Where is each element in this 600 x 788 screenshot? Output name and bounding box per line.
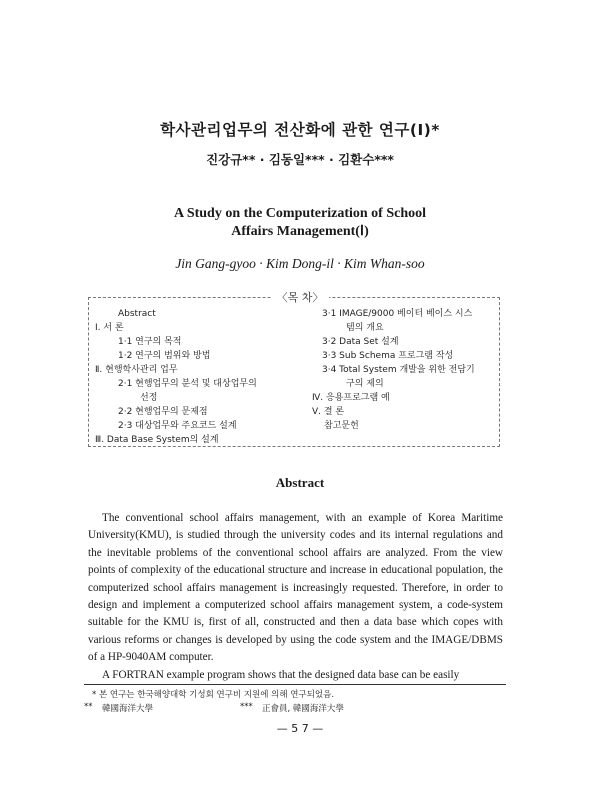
title-korean: 학사관리업무의 전산화에 관한 연구(Ⅰ)* <box>160 121 440 139</box>
toc-left-item: Abstract <box>118 309 156 319</box>
toc-right-item: 템의 개요 <box>346 323 384 333</box>
authors-english: Jin Gang-gyoo · Kim Dong-il · Kim Whan-soo <box>175 256 425 271</box>
toc-right-item: 3·4 Total System 개발을 위한 전담기 <box>322 365 475 375</box>
toc-left-item: 2·2 현행업무의 문제점 <box>118 407 208 417</box>
toc-left-item: Ⅱ. 현행학사관리 업무 <box>95 365 178 375</box>
authors-korean: 진강규** · 김동일*** · 김환수*** <box>206 152 394 167</box>
footnote-1: * 본 연구는 한국해양대학 기성회 연구비 지원에 의해 연구되었음. <box>92 690 335 700</box>
toc-left-item: 선정 <box>140 393 158 403</box>
abstract-heading: Abstract <box>275 475 325 490</box>
abstract-body <box>88 510 503 684</box>
footnote-rule <box>84 684 506 685</box>
toc-left-item: Ⅰ. 서 론 <box>95 323 124 333</box>
toc-left-item: Ⅲ. Data Base System의 설계 <box>95 435 219 445</box>
toc-left-item: 2·3 대상업무와 주요코드 설계 <box>118 421 237 431</box>
toc-left-item: 2·1 현행업무의 분석 및 대상업무의 <box>118 379 257 389</box>
toc-right-item: 3·2 Data Set 설계 <box>322 337 399 347</box>
toc-right-item: Ⅳ. 응용프로그램 예 <box>312 393 390 403</box>
footnote-2-mark: ** <box>84 702 93 712</box>
title-english <box>0 205 600 241</box>
footnote-3-mark: *** <box>240 702 253 712</box>
toc-left-item: 1·2 연구의 범위와 방법 <box>118 351 211 361</box>
toc-right-item: 3·1 IMAGE/9000 베이터 베이스 시스 <box>322 309 473 319</box>
toc-right-item: Ⅴ. 결 론 <box>312 407 345 417</box>
toc-right-item: 구의 제의 <box>346 379 384 389</box>
toc-right-item: 참고문헌 <box>324 421 359 431</box>
abstract-paragraph-1: The conventional school affairs management, with an example of Korea Maritime University(KMU), is studied through the university codes and its internal regulations and the inevitable problems of the conventional school affairs are analyzed. From the view points of complexity of the educational structure and increase in educational population, the computerized school affairs management is increasingly requested. Therefore, in order to design and implement a computerized school affairs management system, a code-system suitable for the KMU is, first of all, constructed and then a data base which copes with various reforms or changes is developed by using the code system and the IMAGE/DBMS of a HP-9040AM computer. <box>88 512 503 664</box>
abstract-paragraph-2: A FORTRAN example program shows that the designed data base can be easily <box>102 668 460 681</box>
title-english-line2: Affairs Management(Ⅰ) <box>231 224 369 239</box>
footnote-3-text: 正會員, 韓國海洋大學 <box>262 704 344 714</box>
toc-left-item: 1·1 연구의 목적 <box>118 337 182 347</box>
toc-right-item: 3·3 Sub Schema 프로그램 작성 <box>322 351 454 361</box>
footnote-2-text: 韓國海洋大學 <box>102 704 154 714</box>
page-number: — 5 7 — <box>276 722 324 735</box>
toc-heading: 〈목 차〉 <box>0 289 600 305</box>
title-english-line1: A Study on the Computerization of School <box>173 206 427 221</box>
